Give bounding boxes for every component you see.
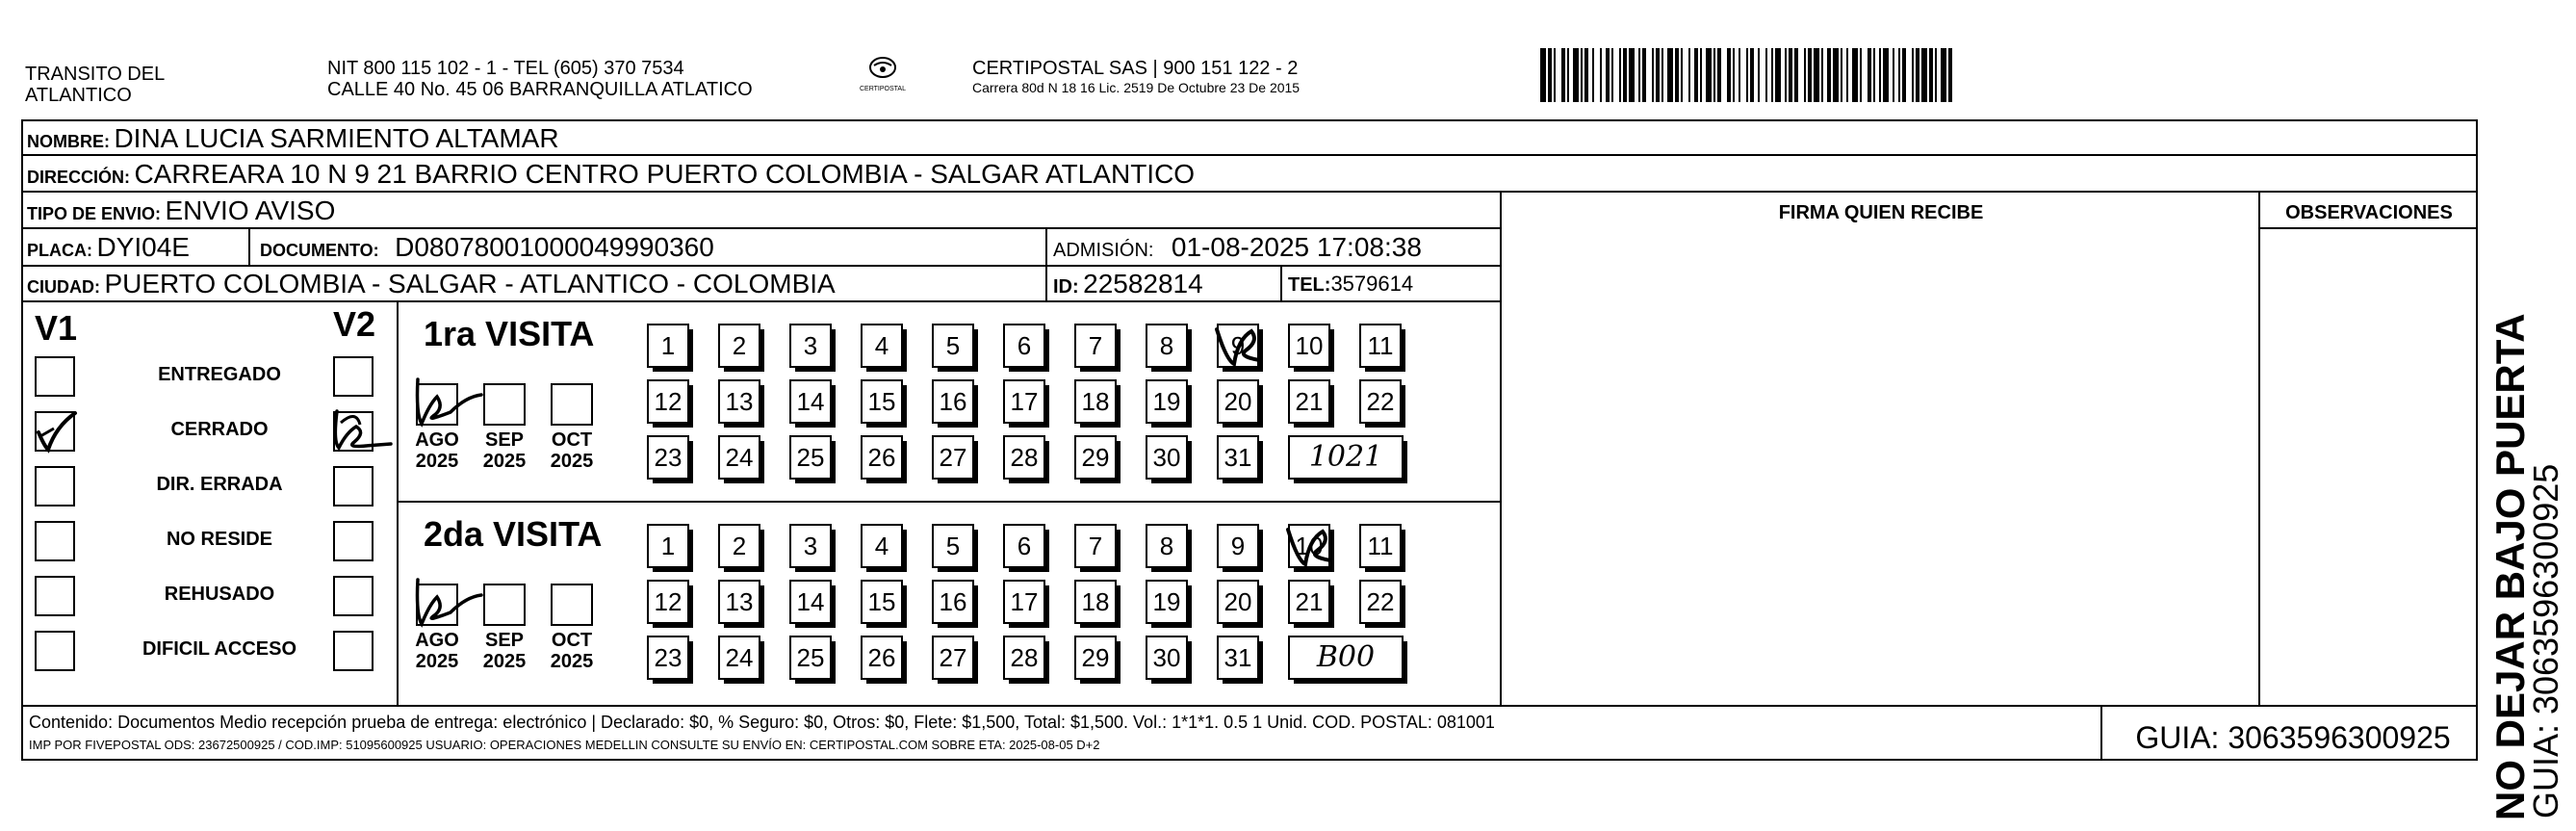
month-checkbox [483,584,526,626]
status-label: DIFICIL ACCESO [142,638,296,660]
visit-2-title: 2da VISITA [424,514,603,554]
day-box-23: 23 [647,636,689,680]
issuer-line-1: TRANSITO DEL [25,64,166,85]
col-divider [1045,227,1047,300]
day-box-5: 5 [932,524,974,568]
day-box-7: 7 [1074,324,1117,368]
day-box-30: 30 [1146,435,1188,480]
side-guia: GUIA: 3063596300925 [2526,463,2565,818]
col-divider [1280,265,1282,301]
day-box-26: 26 [861,435,903,480]
name-value: DINA LUCIA SARMIENTO ALTAMAR [114,123,559,153]
day-box-22: 22 [1359,379,1402,424]
imp-line: IMP POR FIVEPOSTAL ODS: 23672500925 / COD.IMP: 51095600925 USUARIO: OPERACIONES MEDELLIN CONSULTE SU ENVÍO EN: CERTIPOSTAL.COM SOBRE ETA: 2025-08-05 D+2 [29,738,1100,752]
handwritten-time: 1021 [1288,435,1404,480]
day-box-12: 12 [647,379,689,424]
day-box-1: 1 [647,324,689,368]
certipostal-logo [855,56,911,93]
barcode-icon [1540,48,2291,102]
month-year: 2025 [415,451,459,472]
name-label: NOMBRE: [27,132,110,151]
day-box-21: 21 [1288,580,1330,624]
city-value: PUERTO COLOMBIA - SALGAR - ATLANTICO - COLOMBIA [104,269,836,299]
issuer-line-2: ATLANTICO [25,85,132,106]
day-box-10: 10 [1288,524,1330,568]
signature-header: FIRMA QUIEN RECIBE [1778,202,1984,223]
courier-info [972,58,1300,96]
month-checkbox [551,584,593,626]
day-box-10: 10 [1288,324,1330,368]
admission-value: 01-08-2025 17:08:38 [1171,232,1422,262]
status-label: DIR. ERRADA [156,474,283,495]
day-box-5: 5 [932,324,974,368]
day-box-29: 29 [1074,636,1117,680]
day-box-19: 19 [1146,580,1188,624]
day-box-6: 6 [1003,324,1045,368]
logo-text: CERTIPOSTAL [860,86,906,92]
issuer-name [25,64,165,106]
day-box-18: 18 [1074,379,1117,424]
v2-checkbox [333,411,374,452]
col-divider [1500,191,1502,705]
month-year: 2025 [415,651,459,672]
day-box-15: 15 [861,580,903,624]
v1-checkbox [35,521,75,561]
day-box-8: 8 [1146,324,1188,368]
shipment-type-row [27,196,335,230]
plate-row [27,233,190,267]
v2-title: V2 [333,304,376,344]
day-box-11: 11 [1359,524,1402,568]
day-box-23: 23 [647,435,689,480]
admission-label: ADMISIÓN: [1053,240,1154,261]
month-year: 2025 [482,451,527,472]
recipient-name-row [27,124,559,158]
day-box-16: 16 [932,580,974,624]
day-box-30: 30 [1146,636,1188,680]
day-box-2: 2 [718,524,760,568]
day-box-11: 11 [1359,324,1402,368]
day-box-7: 7 [1074,524,1117,568]
day-box-13: 13 [718,580,760,624]
month-label: OCT [551,429,593,451]
v1-checkbox [35,631,75,671]
status-label: NO RESIDE [166,529,273,550]
day-box-20: 20 [1217,379,1259,424]
v2-checkbox [333,631,374,671]
tel-value: 3579614 [1330,272,1414,296]
v2-checkbox [333,521,374,561]
day-box-3: 3 [789,324,832,368]
day-box-1: 1 [647,524,689,568]
month-label: SEP [484,630,525,651]
day-box-16: 16 [932,379,974,424]
day-box-4: 4 [861,524,903,568]
day-box-19: 19 [1146,379,1188,424]
day-box-4: 4 [861,324,903,368]
v1-checkbox [35,356,75,397]
month-checkbox [483,383,526,426]
type-label: TIPO DE ENVIO: [27,204,162,223]
id-label: ID: [1053,276,1079,298]
day-box-8: 8 [1146,524,1188,568]
tel-label: TEL: [1288,274,1331,296]
month-label: OCT [551,630,593,651]
day-box-9: 9 [1217,324,1259,368]
month-checkbox [551,383,593,426]
courier-address: Carrera 80d N 18 16 Lic. 2519 De Octubre 23 De 2015 [972,80,1301,95]
document-value: D08078001000049990360 [395,232,714,262]
content-line: Contenido: Documentos Medio recepción prueba de entrega: electrónico | Declarado: $0, % Seguro: $0, Otros: $0, Flete: $1,500, Total: $1,500. Vol.: 1*1*1. 0.5 1 Unid. COD. POSTAL: 081001 [29,713,1495,732]
v1-title: V1 [35,308,78,348]
v1-checkbox [35,466,75,506]
id-value: 22582814 [1083,269,1203,299]
visit-1-title: 1ra VISITA [424,314,595,353]
issuer-address: CALLE 40 No. 45 06 BARRANQUILLA ATLATICO [327,79,753,100]
day-box-9: 9 [1217,524,1259,568]
month-checkbox [416,584,458,626]
day-box-28: 28 [1003,636,1045,680]
issuer-contact [327,58,753,100]
row-divider [397,501,1502,503]
month-label: AGO [415,429,459,451]
col-divider [248,227,250,266]
day-box-17: 17 [1003,379,1045,424]
type-value: ENVIO AVISO [165,195,336,225]
day-box-24: 24 [718,636,760,680]
handwritten-time: B00 [1288,636,1404,680]
month-year: 2025 [550,651,594,672]
day-box-13: 13 [718,379,760,424]
day-box-24: 24 [718,435,760,480]
day-box-15: 15 [861,379,903,424]
observations-header: OBSERVACIONES [2285,202,2453,223]
status-label: ENTREGADO [158,364,281,385]
v2-checkbox [333,356,374,397]
day-box-17: 17 [1003,580,1045,624]
v1-checkbox [35,411,75,452]
guia-box: GUIA: 3063596300925 [2135,720,2451,755]
day-box-18: 18 [1074,580,1117,624]
day-box-21: 21 [1288,379,1330,424]
day-box-20: 20 [1217,580,1259,624]
day-box-3: 3 [789,524,832,568]
nit-line: NIT 800 115 102 - 1 - TEL (605) 370 7534 [327,58,684,79]
status-label: REHUSADO [164,584,275,605]
row-divider [2260,227,2478,229]
id-row [1053,270,1203,303]
day-box-6: 6 [1003,524,1045,568]
v2-checkbox [333,466,374,506]
day-box-31: 31 [1217,435,1259,480]
logo-icon [868,56,897,81]
address-value: CARREARA 10 N 9 21 BARRIO CENTRO PUERTO COLOMBIA - SALGAR ATLANTICO [134,159,1196,189]
day-box-12: 12 [647,580,689,624]
plate-value: DYI04E [96,232,190,262]
month-label: SEP [484,429,525,451]
day-box-25: 25 [789,636,832,680]
document-label: DOCUMENTO: [260,241,379,260]
col-divider [2100,705,2102,761]
day-box-27: 27 [932,435,974,480]
day-box-29: 29 [1074,435,1117,480]
day-box-22: 22 [1359,580,1402,624]
v1-checkbox [35,576,75,616]
tel-row [1288,270,1413,301]
day-box-14: 14 [789,379,832,424]
row-divider [21,705,2478,707]
col-divider [397,300,399,705]
month-year: 2025 [482,651,527,672]
v2-checkbox [333,576,374,616]
admission-row [1053,233,1422,267]
document-row [260,233,714,267]
month-label: AGO [415,630,459,651]
month-year: 2025 [550,451,594,472]
day-box-31: 31 [1217,636,1259,680]
day-box-14: 14 [789,580,832,624]
day-box-2: 2 [718,324,760,368]
day-box-27: 27 [932,636,974,680]
day-box-28: 28 [1003,435,1045,480]
month-checkbox [416,383,458,426]
city-row [27,270,836,303]
day-box-25: 25 [789,435,832,480]
courier-line: CERTIPOSTAL SAS | 900 151 122 - 2 [972,58,1299,79]
status-label: CERRADO [170,419,269,440]
recipient-address-row [27,160,1195,194]
city-label: CIUDAD: [27,277,100,297]
plate-label: PLACA: [27,241,92,260]
day-box-26: 26 [861,636,903,680]
col-divider [2258,191,2260,705]
address-label: DIRECCIÓN: [27,168,130,187]
no-dejar-bajo-puerta: NO DEJAR BAJO PUERTA [2487,313,2533,820]
